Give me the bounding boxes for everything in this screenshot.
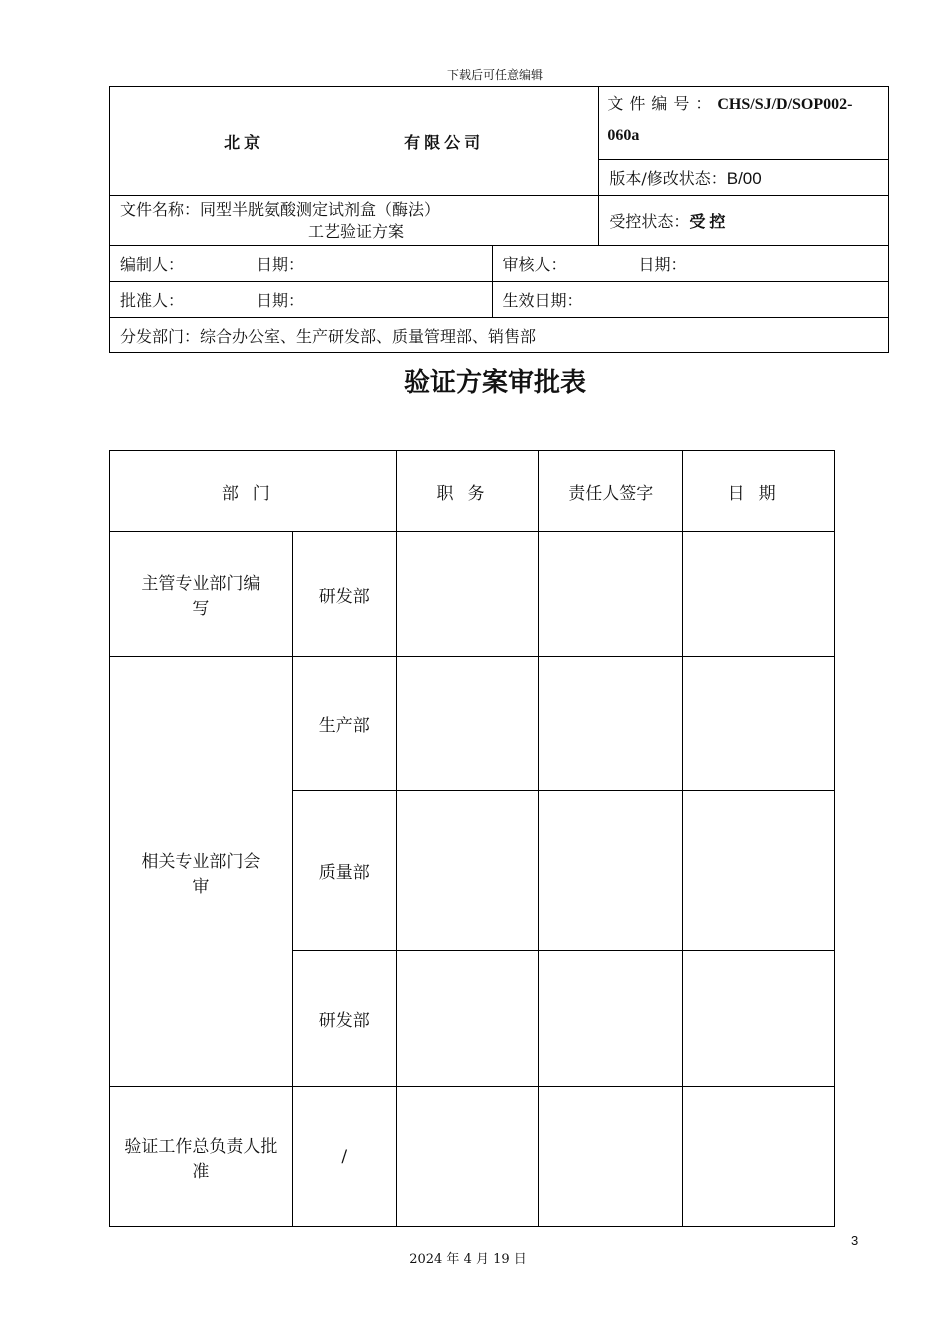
control-status-cell xyxy=(599,196,889,246)
position-cell[interactable] xyxy=(396,657,539,791)
dept-production: 生产部 xyxy=(292,657,396,791)
distribution-cell xyxy=(110,318,889,353)
group-writing-dept: 主管专业部门编写 xyxy=(110,532,293,657)
file-name-line1: 同型半胱氨酸测定试剂盒（酶法） xyxy=(200,200,441,219)
dept-quality: 质量部 xyxy=(292,791,396,951)
approver-label: 批准人： xyxy=(120,291,185,310)
company-name-right: 有限公司 xyxy=(404,132,485,152)
reviewer-date-label: 日期： xyxy=(638,255,687,274)
approver-date-label: 日期： xyxy=(256,291,305,310)
distribution-text: 分发部门：综合办公室、生产研发部、质量管理部、销售部 xyxy=(120,326,537,346)
signature-cell[interactable] xyxy=(539,532,683,657)
doc-number-label: 文件编号： xyxy=(607,94,718,113)
signature-cell[interactable] xyxy=(539,951,683,1087)
file-name-label: 文件名称： xyxy=(120,200,201,219)
signature-cell[interactable] xyxy=(539,657,683,791)
footer-date: 2024 年 4 月 19 日 xyxy=(409,1252,527,1267)
doc-number-value: CHS/SJ/D/SOP002-060a xyxy=(607,96,853,144)
signature-cell[interactable] xyxy=(539,1087,683,1227)
version-cell xyxy=(599,160,889,196)
group-approval: 验证工作总负责人批准 xyxy=(110,1087,293,1227)
header-signature: 责任人签字 xyxy=(539,451,683,532)
group-review-dept: 相关专业部门会审 xyxy=(110,657,293,1087)
effective-date-label: 生效日期： xyxy=(502,291,583,310)
file-name-line2: 工艺验证方案 xyxy=(308,222,405,241)
approval-dept-slash: / xyxy=(292,1087,396,1227)
control-status-label: 受控状态： xyxy=(609,212,690,231)
company-name-cell xyxy=(110,87,599,196)
approver-cell xyxy=(110,282,493,318)
date-cell[interactable] xyxy=(683,951,835,1087)
doc-number-cell xyxy=(599,87,889,160)
dept-rd-review: 研发部 xyxy=(292,951,396,1087)
header-date: 日期 xyxy=(683,451,835,532)
version-value: B/00 xyxy=(726,169,762,188)
editor-date-label: 日期： xyxy=(256,255,305,274)
page-number: 3 xyxy=(851,1233,859,1248)
effective-date-cell xyxy=(492,282,888,318)
position-cell[interactable] xyxy=(396,1087,539,1227)
date-cell[interactable] xyxy=(683,791,835,951)
control-status-value: 受控 xyxy=(689,212,730,231)
file-name-cell xyxy=(110,196,599,246)
date-cell[interactable] xyxy=(683,532,835,657)
version-label: 版本/修改状态： xyxy=(609,169,727,188)
signature-cell[interactable] xyxy=(539,791,683,951)
reviewer-cell xyxy=(492,246,888,282)
date-cell[interactable] xyxy=(683,657,835,791)
editor-cell xyxy=(110,246,493,282)
dept-rd-writing: 研发部 xyxy=(292,532,396,657)
page-title: 验证方案审批表 xyxy=(403,368,586,398)
header-position: 职务 xyxy=(396,451,539,532)
approval-table xyxy=(109,450,835,1227)
position-cell[interactable] xyxy=(396,532,539,657)
position-cell[interactable] xyxy=(396,791,539,951)
document-header-table xyxy=(109,86,889,353)
company-name-left: 北京 xyxy=(224,132,265,152)
header-department: 部门 xyxy=(110,451,397,532)
reviewer-label: 审核人： xyxy=(502,255,567,274)
top-note: 下载后可任意编辑 xyxy=(446,68,543,82)
editor-label: 编制人： xyxy=(120,255,185,274)
position-cell[interactable] xyxy=(396,951,539,1087)
date-cell[interactable] xyxy=(683,1087,835,1227)
